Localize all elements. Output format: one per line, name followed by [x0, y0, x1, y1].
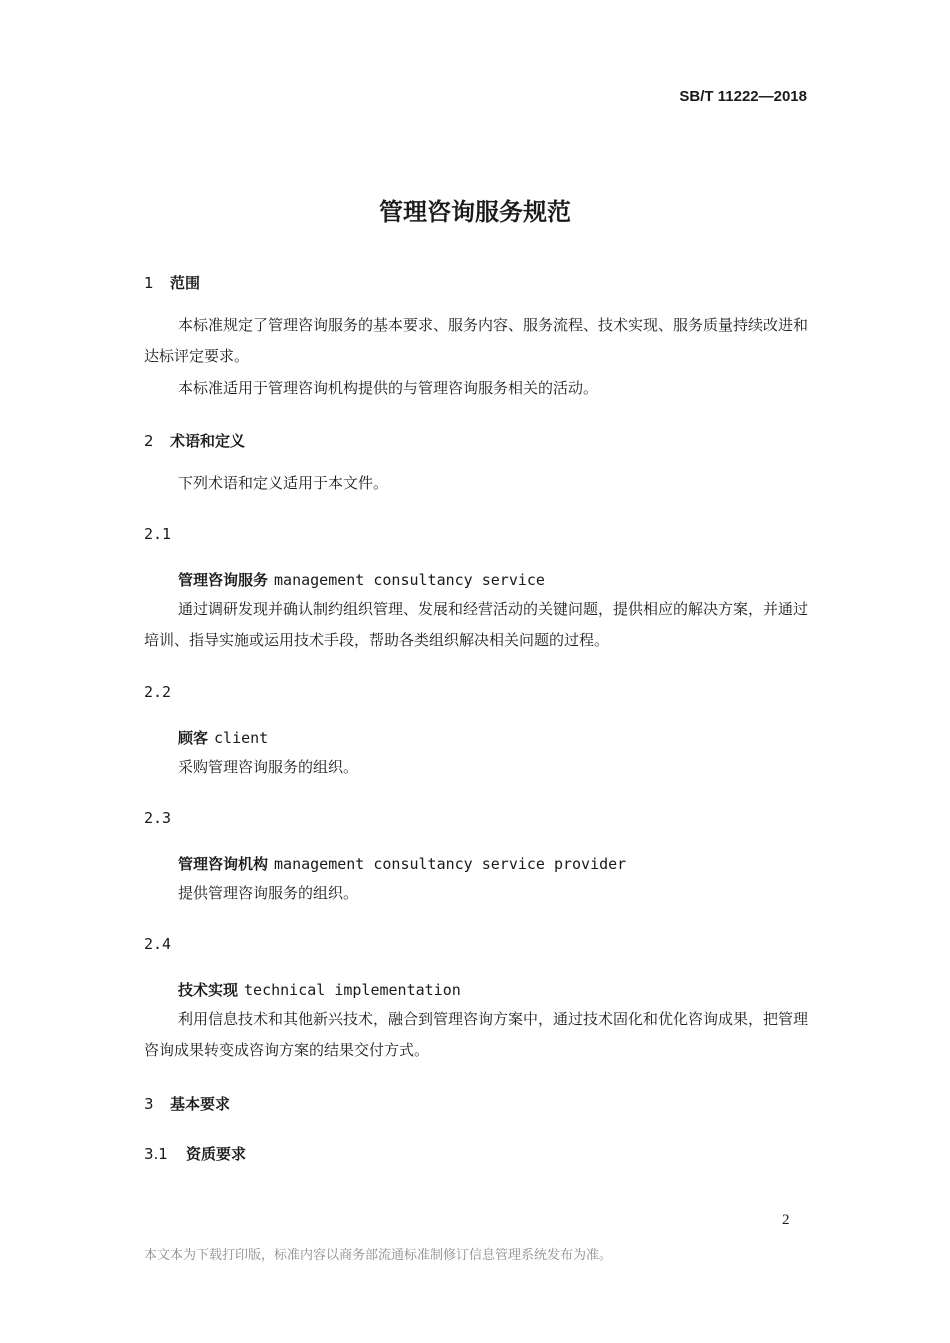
- section-number: 3: [144, 1095, 154, 1113]
- clause-2-4-number: 2.4: [144, 935, 172, 953]
- term-2-4: [178, 979, 461, 1000]
- section-3-heading: [144, 1093, 230, 1114]
- term-2-1: [178, 569, 545, 590]
- clause-2-3-number: 2.3: [144, 809, 172, 827]
- clause-3-1-heading: [144, 1143, 246, 1164]
- section-2-paragraph: 下列术语和定义适用于本文件。: [178, 474, 389, 492]
- definition-2-3: 提供管理咨询服务的组织。: [178, 884, 359, 902]
- clause-2-1-number: 2.1: [144, 525, 172, 543]
- clause-2-2-number: 2.2: [144, 683, 172, 701]
- section-title: 资质要求: [186, 1145, 247, 1163]
- term-chinese: 技术实现: [178, 981, 239, 999]
- term-chinese: 顾客: [178, 729, 209, 747]
- term-chinese: 管理咨询服务: [178, 571, 269, 589]
- section-1-paragraph-1: 本标准规定了管理咨询服务的基本要求、服务内容、服务流程、技术实现、服务质量持续改进和达标评定要求。: [144, 316, 809, 365]
- section-number: 1: [144, 274, 154, 292]
- definition-2-1: 通过调研发现并确认制约组织管理、发展和经营活动的关键问题，提供相应的解决方案，并通过培训、指导实施或运用技术手段，帮助各类组织解决相关问题的过程。: [144, 600, 809, 649]
- term-english: client: [214, 729, 269, 747]
- section-number: 3.1: [144, 1145, 168, 1163]
- term-2-3: [178, 853, 626, 874]
- page-number: 2: [782, 1212, 790, 1228]
- term-english: management consultancy service provider: [274, 855, 627, 873]
- section-number: 2: [144, 432, 154, 450]
- term-english: management consultancy service: [274, 571, 545, 589]
- term-chinese: 管理咨询机构: [178, 855, 269, 873]
- term-2-2: [178, 727, 268, 748]
- term-english: technical implementation: [244, 981, 461, 999]
- section-1-paragraph-2: 本标准适用于管理咨询机构提供的与管理咨询服务相关的活动。: [178, 379, 599, 397]
- section-title: 术语和定义: [170, 432, 246, 450]
- definition-2-2: 采购管理咨询服务的组织。: [178, 758, 359, 776]
- section-title: 范围: [170, 274, 201, 292]
- section-title: 基本要求: [170, 1095, 231, 1113]
- document-title: 管理咨询服务规范: [379, 198, 571, 226]
- section-2-heading: [144, 430, 245, 451]
- footer-notice: 本文本为下载打印版，标准内容以商务部流通标准制修订信息管理系统发布为准。: [144, 1248, 613, 1263]
- standard-code: SB/T 11222—2018: [679, 88, 807, 105]
- definition-2-4: 利用信息技术和其他新兴技术，融合到管理咨询方案中，通过技术固化和优化咨询成果，把管理咨询成果转变成咨询方案的结果交付方式。: [144, 1010, 809, 1059]
- section-1-heading: [144, 272, 200, 293]
